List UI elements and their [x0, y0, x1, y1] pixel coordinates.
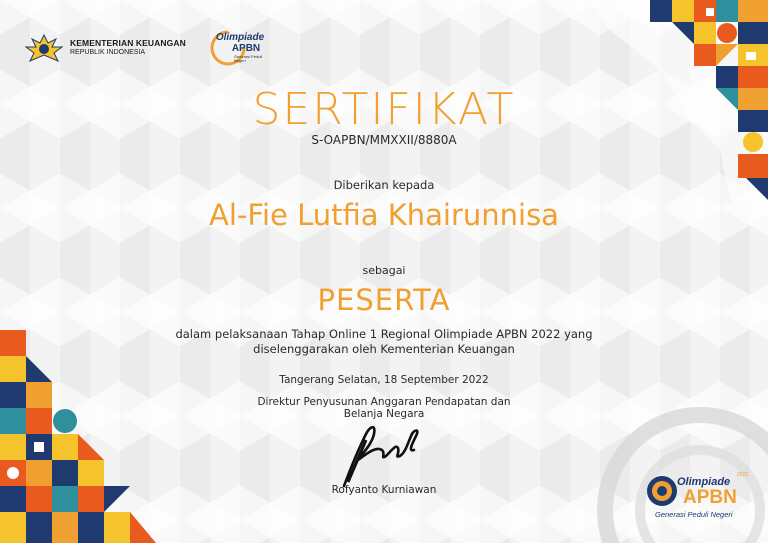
- signer-position: [0, 396, 768, 420]
- recipient-role: PESERTA: [317, 283, 451, 317]
- signer-name: Rofyanto Kurniawan: [331, 484, 437, 496]
- ministry-title: KEMENTERIAN KEUANGAN: [70, 38, 186, 48]
- as-label: sebagai: [362, 264, 406, 277]
- kemenkeu-logo: [24, 33, 186, 63]
- olimpiade-tagline-bottom: Generasi Peduli Negeri: [655, 510, 733, 519]
- given-to-label: Diberikan kepada: [333, 178, 435, 192]
- olimpiade-apbn-logo: [208, 28, 278, 68]
- header-logos: [24, 28, 278, 68]
- bottom-left-mosaic-decoration: [0, 330, 170, 543]
- position-line-2: Belanja Negara: [343, 408, 425, 420]
- position-line-1: Direktur Penyusunan Anggaran Pendapatan dan: [257, 396, 511, 408]
- olimpiade-sun-emblem-icon: [645, 474, 679, 508]
- description-line-2: diselenggarakan oleh Kementerian Keuangan: [253, 342, 515, 356]
- place-and-date: Tangerang Selatan, 18 September 2022: [279, 374, 489, 386]
- olimpiade-tagline: Generasi Peduli Negeri: [233, 54, 263, 63]
- recipient-name: Al-Fie Lutfia Khairunnisa: [209, 198, 559, 232]
- olimpiade-apbn-word: APBN: [231, 43, 261, 54]
- olimpiade-apbn-2022-logo: [643, 470, 753, 526]
- handwritten-signature: [336, 420, 432, 490]
- olimpiade-apbn-bottom: APBN: [683, 487, 737, 508]
- kemenkeu-emblem-icon: [24, 33, 64, 63]
- olimpiade-year: 2022: [737, 472, 749, 478]
- olimpiade-word-bottom: Olimpiade: [677, 476, 731, 488]
- certificate-title: SERTIFIKAT: [252, 84, 516, 135]
- ministry-subtitle: REPUBLIK INDONESIA: [70, 49, 146, 56]
- description-line-1: dalam pelaksanaan Tahap Online 1 Regional Olimpiade APBN 2022 yang: [175, 327, 593, 341]
- certificate-number: S-OAPBN/MMXXII/8880A: [311, 133, 457, 147]
- certificate-description: [0, 327, 768, 357]
- olimpiade-word: Olimpiade: [215, 32, 265, 43]
